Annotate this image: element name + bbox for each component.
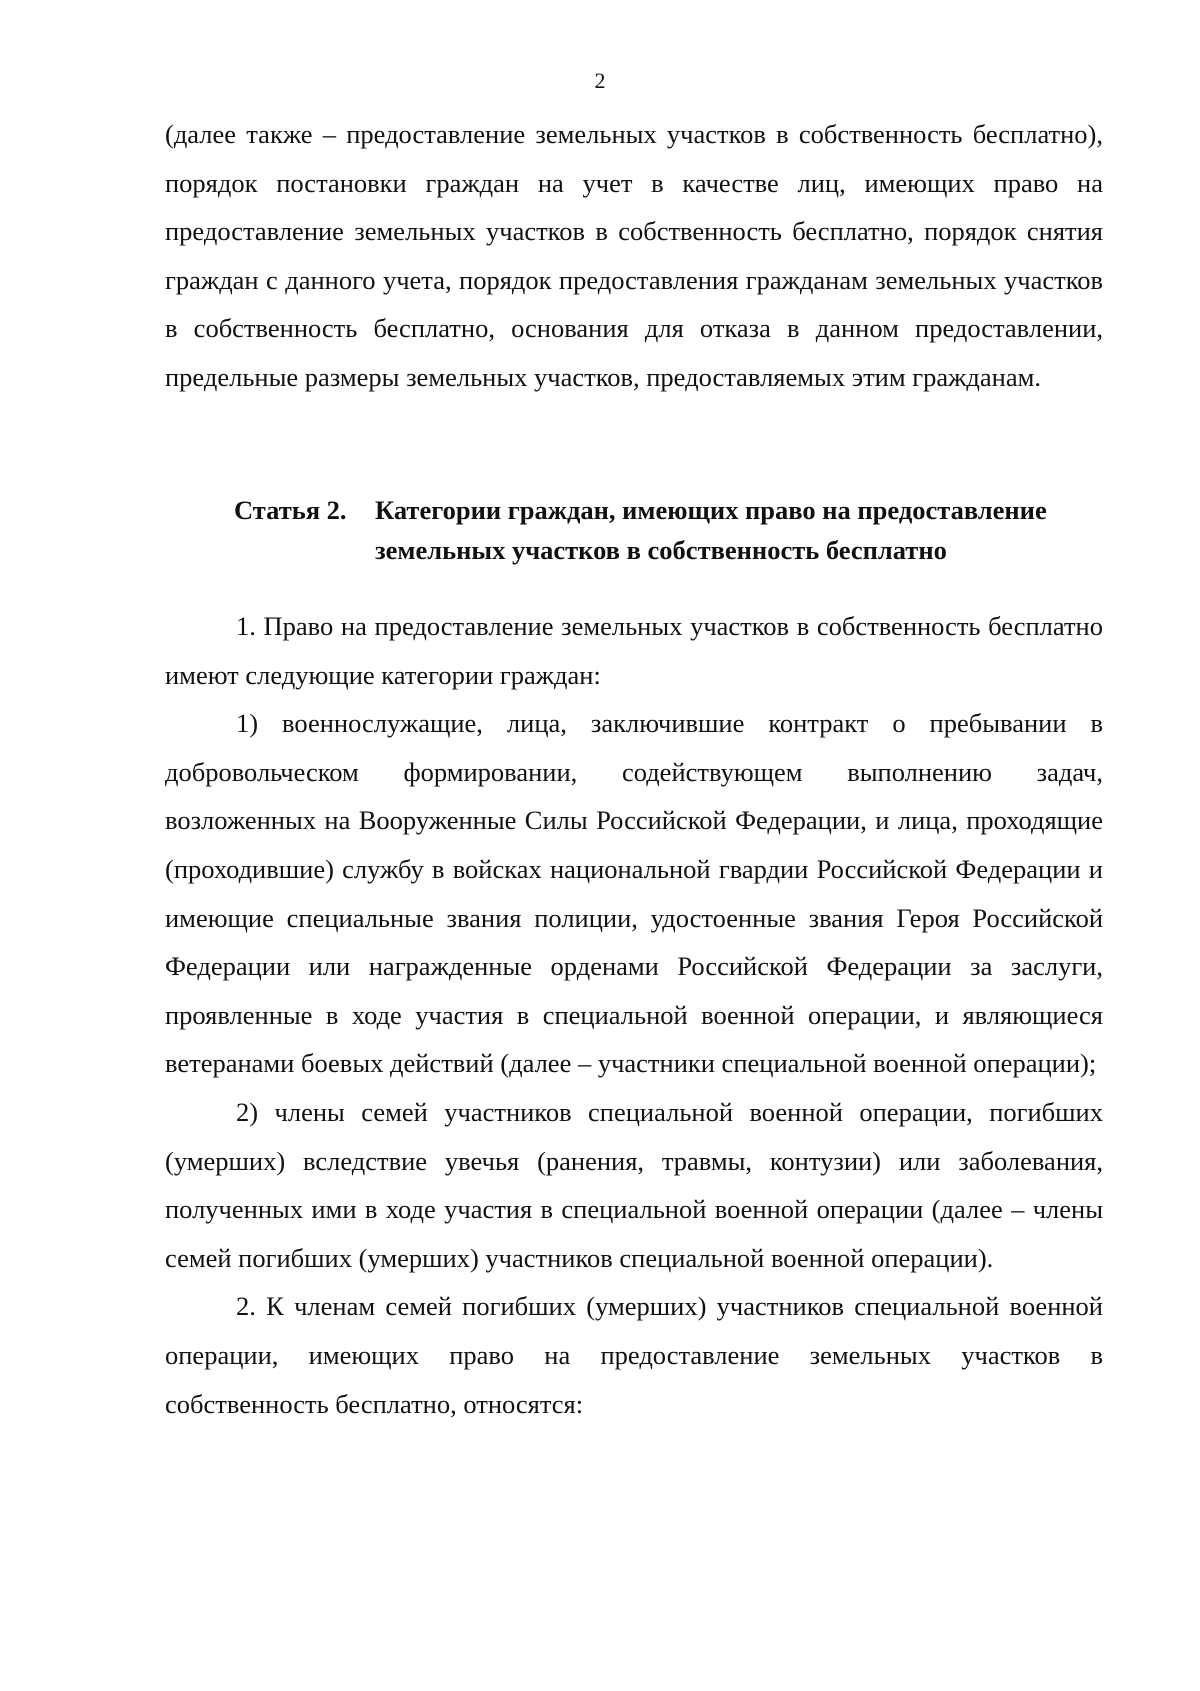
intro-paragraph: (далее также – предоставление земельных участков в собственность бесплатно), порядок постановки граждан на учет в качестве лиц, имеющих право на предоставление земельных участков в собственность бесплатно, порядок снятия граждан с данного учета, порядок предоставления гражданам земельных участков в собственность бесплатно, основания для отказа в данном предоставлении, предельные размеры земельных участков, предоставляемых этим гражданам. <box>165 119 1103 392</box>
article-label: Статья 2. <box>234 495 347 525</box>
article-heading <box>234 490 1103 570</box>
paragraph-1: 1. Право на предоставление земельных участков в собственность бесплатно имеют следующие категории граждан: <box>165 611 1103 690</box>
article-title-line-2: земельных участков в собственность бесплатно <box>375 535 947 565</box>
page-number: 2 <box>594 68 606 93</box>
paragraph-1-item-1: 1) военнослужащие, лица, заключившие контракт о пребывании в добровольческом формировании, содействующем выполнению задач, возложенных на Вооруженные Силы Российской Федерации, и лица, проходящие (проходившие) службу в войсках национальной гвардии Российской Федерации и имеющие специальные звания полиции, удостоенные звания Героя Российской Федерации или награжденные орденами Российской Федерации за заслуги, проявленные в ходе участия в специальной военной операции, и являющиеся ветеранами боевых действий (далее – участники специальной военной операции); <box>165 708 1103 1079</box>
article-body <box>165 602 1103 1428</box>
intro-block <box>165 110 1103 402</box>
article-title <box>375 490 1103 570</box>
paragraph-2: 2. К членам семей погибших (умерших) участников специальной военной операции, имеющих право на предоставление земельных участков в собственность бесплатно, относятся: <box>165 1291 1103 1419</box>
paragraph-1-item-2: 2) члены семей участников специальной военной операции, погибших (умерших) вследствие увечья (ранения, травмы, контузии) или заболевания, полученных ими в ходе участия в специальной военной операции (далее – члены семей погибших (умерших) участников специальной военной операции). <box>165 1096 1103 1273</box>
article-title-line-1: Категории граждан, имеющих право на предоставление <box>375 495 1047 525</box>
